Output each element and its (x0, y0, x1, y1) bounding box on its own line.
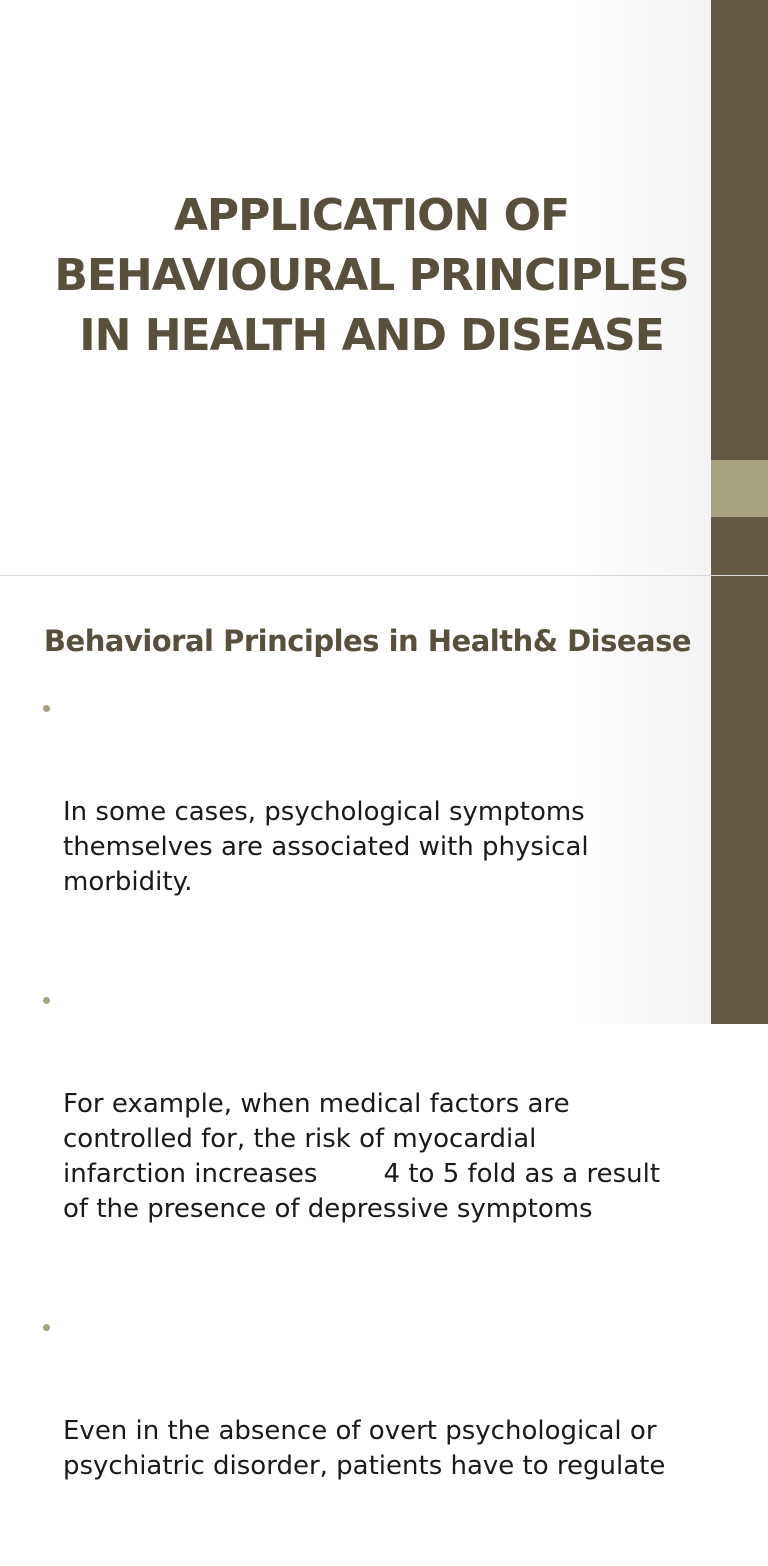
slide-1-sidebar-accent (711, 460, 768, 517)
bullet-icon (43, 1324, 50, 1331)
list-item (0, 1309, 700, 1554)
bullet-icon (43, 997, 50, 1004)
bullet-text: For example, when medical factors are controlled for, the risk of myocardial infarction increases 4 to 5 fold as a result of the presence of depressive symptoms (63, 1089, 661, 1224)
bullet-text: In some cases, psychological symptoms themselves are associated with physical morbidity. (63, 797, 589, 897)
bullet-text: Even in the absence of overt psychological or psychiatric disorder, patients have to regulate (63, 1416, 666, 1481)
bullet-icon (43, 705, 50, 712)
list-item (0, 690, 700, 970)
slide-title: APPLICATION OF BEHAVIOURAL PRINCIPLES IN HEALTH AND DISEASE (54, 190, 689, 361)
list-item (0, 982, 700, 1297)
slide-heading: Behavioral Principles in Health& Disease (43, 624, 692, 658)
bullet-list (0, 690, 700, 1566)
